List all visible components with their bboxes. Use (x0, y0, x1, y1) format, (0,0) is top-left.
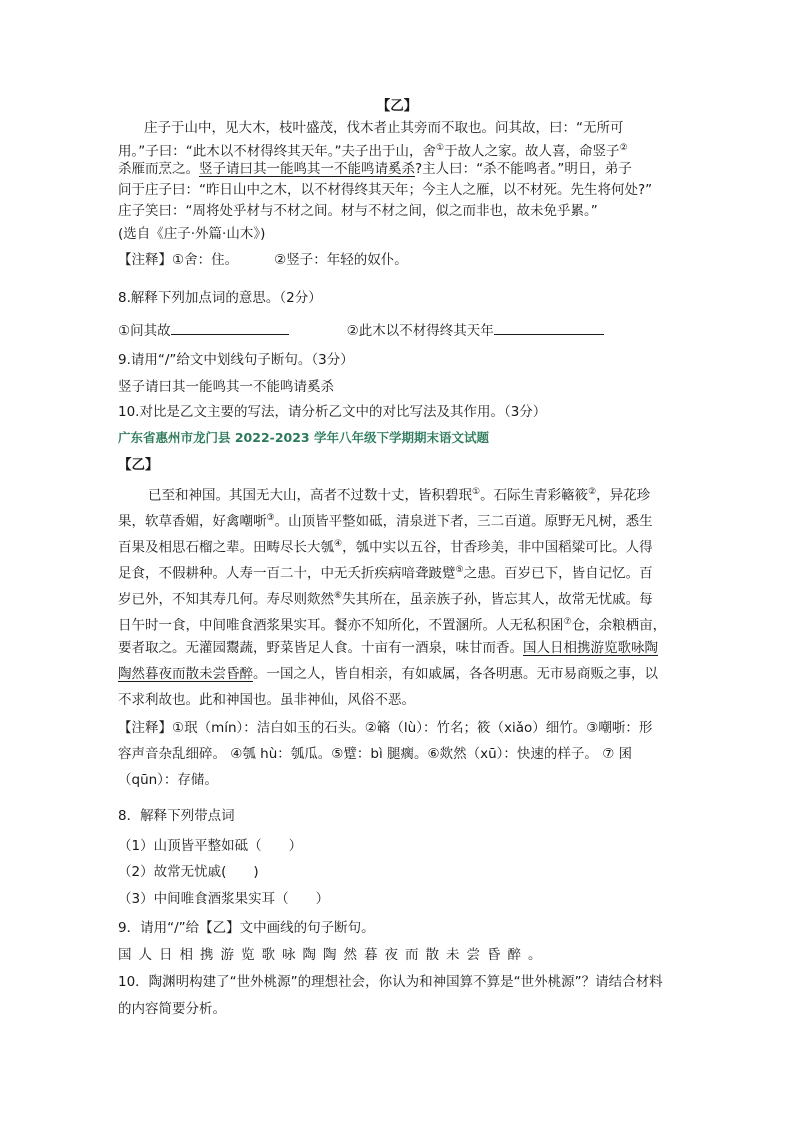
s1-source: (选自《庄子·外篇·山木》) (118, 226, 266, 242)
s2-underlined-sentence-b: 陶然暮夜而散未尝昏醉 (118, 666, 253, 682)
s1-question-8-items: ①问其故 ②此木以不材得终其天年 (118, 320, 604, 341)
s2-para-line1: 已至和神国。其国无大山，高者不过数十丈，皆积碧珉①。石际生青彩簵筱②，异花珍 (148, 487, 651, 504)
s1-para-line2: 用。”子曰：“此木以不材得终其天年。”夫子出于山，舍①于故人之家。故人喜，命竖子② (118, 143, 628, 160)
s2-para-line6: 日午时一食，中间唯食酒浆果实耳。餐亦不知所化，不置溷所。人无私积囷⑦仓，余粮栖亩， (118, 617, 667, 634)
s1-notes: 【注释】①舍：住。 ②竖子：年轻的奴仆。 (118, 252, 408, 268)
section1-title: 【乙】 (376, 98, 418, 114)
s2-para-line8: 陶然暮夜而散未尝昏醉。一国之人，皆自相亲，有如戚属，各各明惠。无市易商贩之事，以 (118, 666, 658, 682)
s1-underlined-sentence: 竖子请曰其一能鸣其一不能鸣请奚杀 (199, 161, 415, 177)
s2-para-line9: 不求利故也。此和神国也。虽非神仙，风俗不恶。 (118, 692, 415, 708)
s2-question-10-line1: 10．陶渊明构建了“世外桃源”的理想社会，你认为和神国算不算是“世外桃源”？请结合材料 (118, 974, 663, 990)
s2-question-9-text: 国人日相携游览歌咏陶陶然暮夜而散未尝昏醉。 (118, 947, 549, 963)
s1-question-9: 9.请用“/”给文中划线句子断句。（3分） (118, 352, 354, 368)
answer-blank-2[interactable] (494, 320, 604, 335)
s1-para-line3: 杀雁而烹之。竖子请曰其一能鸣其一不能鸣请奚杀?主人曰：“杀不能鸣者。”明日，弟子 (118, 161, 632, 177)
s1-question-10: 10.对比是乙文主要的写法，请分析乙文中的对比写法及其作用。（3分） (118, 404, 547, 420)
s2-para-line7: 要者取之。无灌园鬻蔬，野菜皆足人食。十亩有一酒泉，味甘而香。国人日相携游览歌咏陶 (118, 640, 658, 656)
s1-para-line1: 庄子于山中，见大木，枝叶盛茂，伐木者止其旁而不取也。问其故，曰：“无所可 (144, 120, 624, 136)
s1-question-9-text: 竖子请曰其一能鸣其一不能鸣请奚杀 (118, 379, 334, 395)
s2-notes-line3: （qūn）：存储。 (118, 772, 218, 788)
s2-underlined-sentence-a: 国人日相携游览歌咏陶 (523, 640, 658, 656)
s2-para-line5: 岁已外，不知其寿几何。寿尽则欻然⑥失其所在，虽亲族子孙，皆忘其人，故常无忧戚。每 (118, 591, 653, 608)
s1-para-line5: 庄子笑曰：“周将处乎材与不材之间。材与不材之间，似之而非也，故未免乎累。” (118, 203, 598, 219)
s2-notes-line1: 【注释】①珉（mín）：洁白如玉的石头。②簵（lù）：竹名；筱（xiǎo）细竹。③嘲哳：形 (118, 720, 653, 736)
s2-question-8-2: （2）故常无忧戚( ) (118, 864, 259, 880)
s2-source-title: 广东省惠州市龙门县 2022-2023 学年八年级下学期期末语文试题 (118, 430, 489, 445)
s1-para-line4: 问于庄子曰：“昨日山中之木，以不材得终其天年；今主人之雁，以不材死。先生将何处?” (118, 182, 653, 198)
s2-question-10-line2: 的内容简要分析。 (118, 1001, 226, 1017)
s2-question-9: 9．请用“/”给【乙】文中画线的句子断句。 (118, 920, 375, 936)
s2-question-8-1: （1）山顶皆平整如砥（ ） (118, 838, 303, 854)
s2-para-line3: 百果及相思石榴之辈。田畴尽长大瓠④，瓠中实以五谷，甘香珍美，非中国稻粱可比。人得 (118, 539, 653, 556)
answer-blank-1[interactable] (171, 320, 289, 335)
s2-question-8-3: （3）中间唯食酒浆果实耳（ ） (118, 891, 330, 907)
s2-para-line2: 果，软草香媚，好禽嘲哳③。山顶皆平整如砥，清泉迸下者，三二百道。原野无凡树，悉生 (118, 513, 653, 530)
s2-question-8: 8．解释下列带点词 (118, 808, 235, 824)
s2-notes-line2: 容声音杂乱细碎。 ④瓠 hù：瓠瓜。⑤躄：bì 腿瘸。⑥欻然（xū）：快速的样子。 ⑦ 囷 (118, 746, 633, 762)
s2-para-line4: 足食，不假耕种。人寿一百二十，中无夭折疾病喑聋跛躄⑤之患。百岁已下，皆自记忆。百 (118, 565, 653, 582)
s2-title: 【乙】 (118, 457, 159, 473)
s1-question-8: 8.解释下列加点词的意思。（2分） (118, 290, 322, 306)
